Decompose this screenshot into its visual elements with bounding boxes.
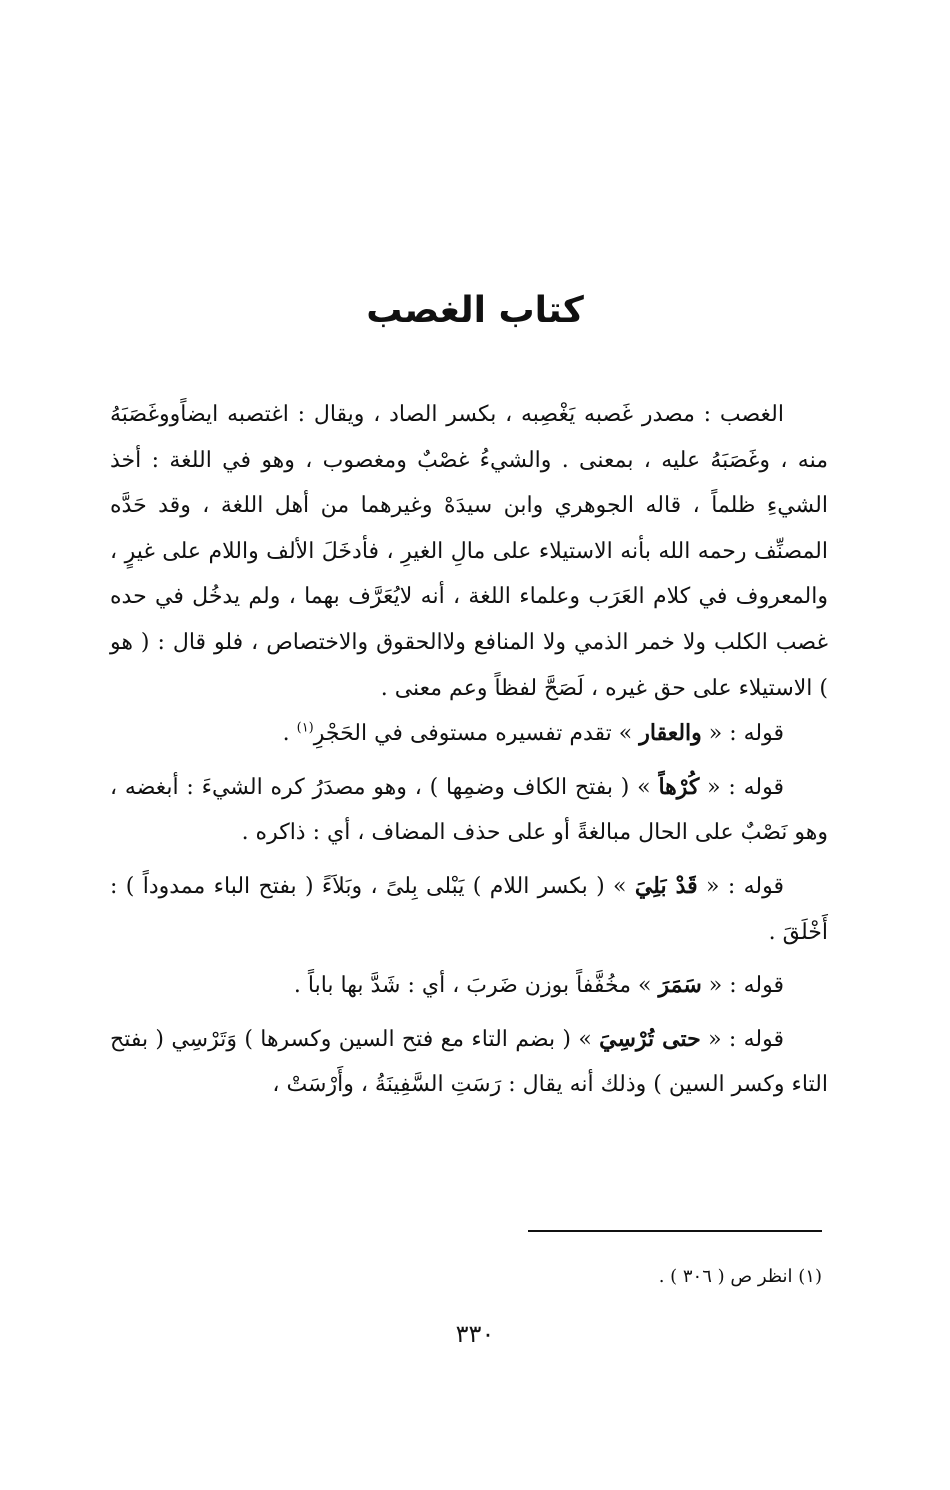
footnote-reference: (١) [296, 720, 314, 736]
keyword: سَمَرَ [658, 972, 702, 999]
paragraph-samara [110, 963, 828, 1009]
paragraph-karhan [110, 765, 828, 856]
footnote-divider [528, 1230, 822, 1232]
paragraph-text: » مخُفَّفاً بوزن ضَربَ ، أي : شَدَّ بها باباً . [293, 973, 659, 999]
paragraph-text: » ( بكسر اللام ) يَبْلى بِلىً ، وبَلاَءً ( بفتح الباء ممدوداً ) : أَخْلَقَ . [110, 873, 828, 945]
paragraph-text: . [282, 721, 297, 747]
paragraph-hatta-tursiya [110, 1017, 828, 1108]
paragraph-text: قوله : « [699, 774, 785, 800]
paragraph-text: قوله : « [700, 1026, 784, 1052]
paragraph-text: الغصب : مصدر غَصبه يَغْصِبه ، بكسر الصاد ، ويقال : اغتصبه ايضاًووغَصَبَهُ منه ، وغَصَبَهُ عليه ، بمعنى . والشيءُ غصْبٌ ومغصوب ، وهو في اللغة : أخذ الشيءِ ظلماً ، قاله الجوهري وابن سيدَهْ وغيرهما من أهل اللغة ، وقد حَدَّه المصنِّف رحمه الله بأنه الاستيلاء على مالِ الغيرِ ، فأدخَلَ الألف واللام على غيرٍ ، والمعروف في كلام العَرَب وعلماء اللغة ، أنه لايُعَرَّف بهما ، ولم يدخُل في حده غصب الكلب ولا خمر الذمي ولا المنافع ولاالحقوق والاختصاص ، فلو قال : ( هو ) الاستيلاء على حق غيره ، لَصَحَّ لفظاً وعم معنى . [110, 402, 828, 701]
paragraph-text: » ( بفتح الكاف وضمِها ) ، وهو مصدَرُ كره الشيءَ : أبغضه ، وهو نَصْبٌ على الحال مبالغةً أو على حذف المضاف ، أي : ذاكره . [110, 774, 828, 846]
paragraph-text: قوله : « [701, 973, 784, 999]
paragraph-text: » ( بضم التاء مع فتح السين وكسرها ) وَتَرْسِي ( بفتح التاء وكسر السين ) وذلك أنه يقال : رَسَتِ السَّفِينَةُ ، وأَرْسَتْ ، [110, 1026, 828, 1098]
paragraph-ghasb-definition [110, 392, 828, 711]
keyword: والعقار [639, 720, 702, 747]
paragraph-aqar [110, 711, 828, 757]
keyword: قَدْ بَلِيَ [634, 872, 698, 899]
page-number: ٣٣٠ [455, 1320, 495, 1348]
body-text [110, 392, 828, 1108]
chapter-title: كتاب الغصب [366, 290, 584, 331]
keyword: كُرْهاً [658, 773, 700, 800]
paragraph-text: قوله : « [697, 873, 785, 899]
paragraph-text: قوله : « [701, 721, 784, 747]
paragraph-qad-baliya [110, 864, 828, 955]
keyword: حتى تُرْسِيَ [599, 1025, 701, 1052]
paragraph-text: » تقدم تفسيره مستوفى في الحَجْرِ [313, 721, 640, 747]
footnote: (١) انظر ص ( ٣٠٦ ) . [658, 1266, 822, 1287]
